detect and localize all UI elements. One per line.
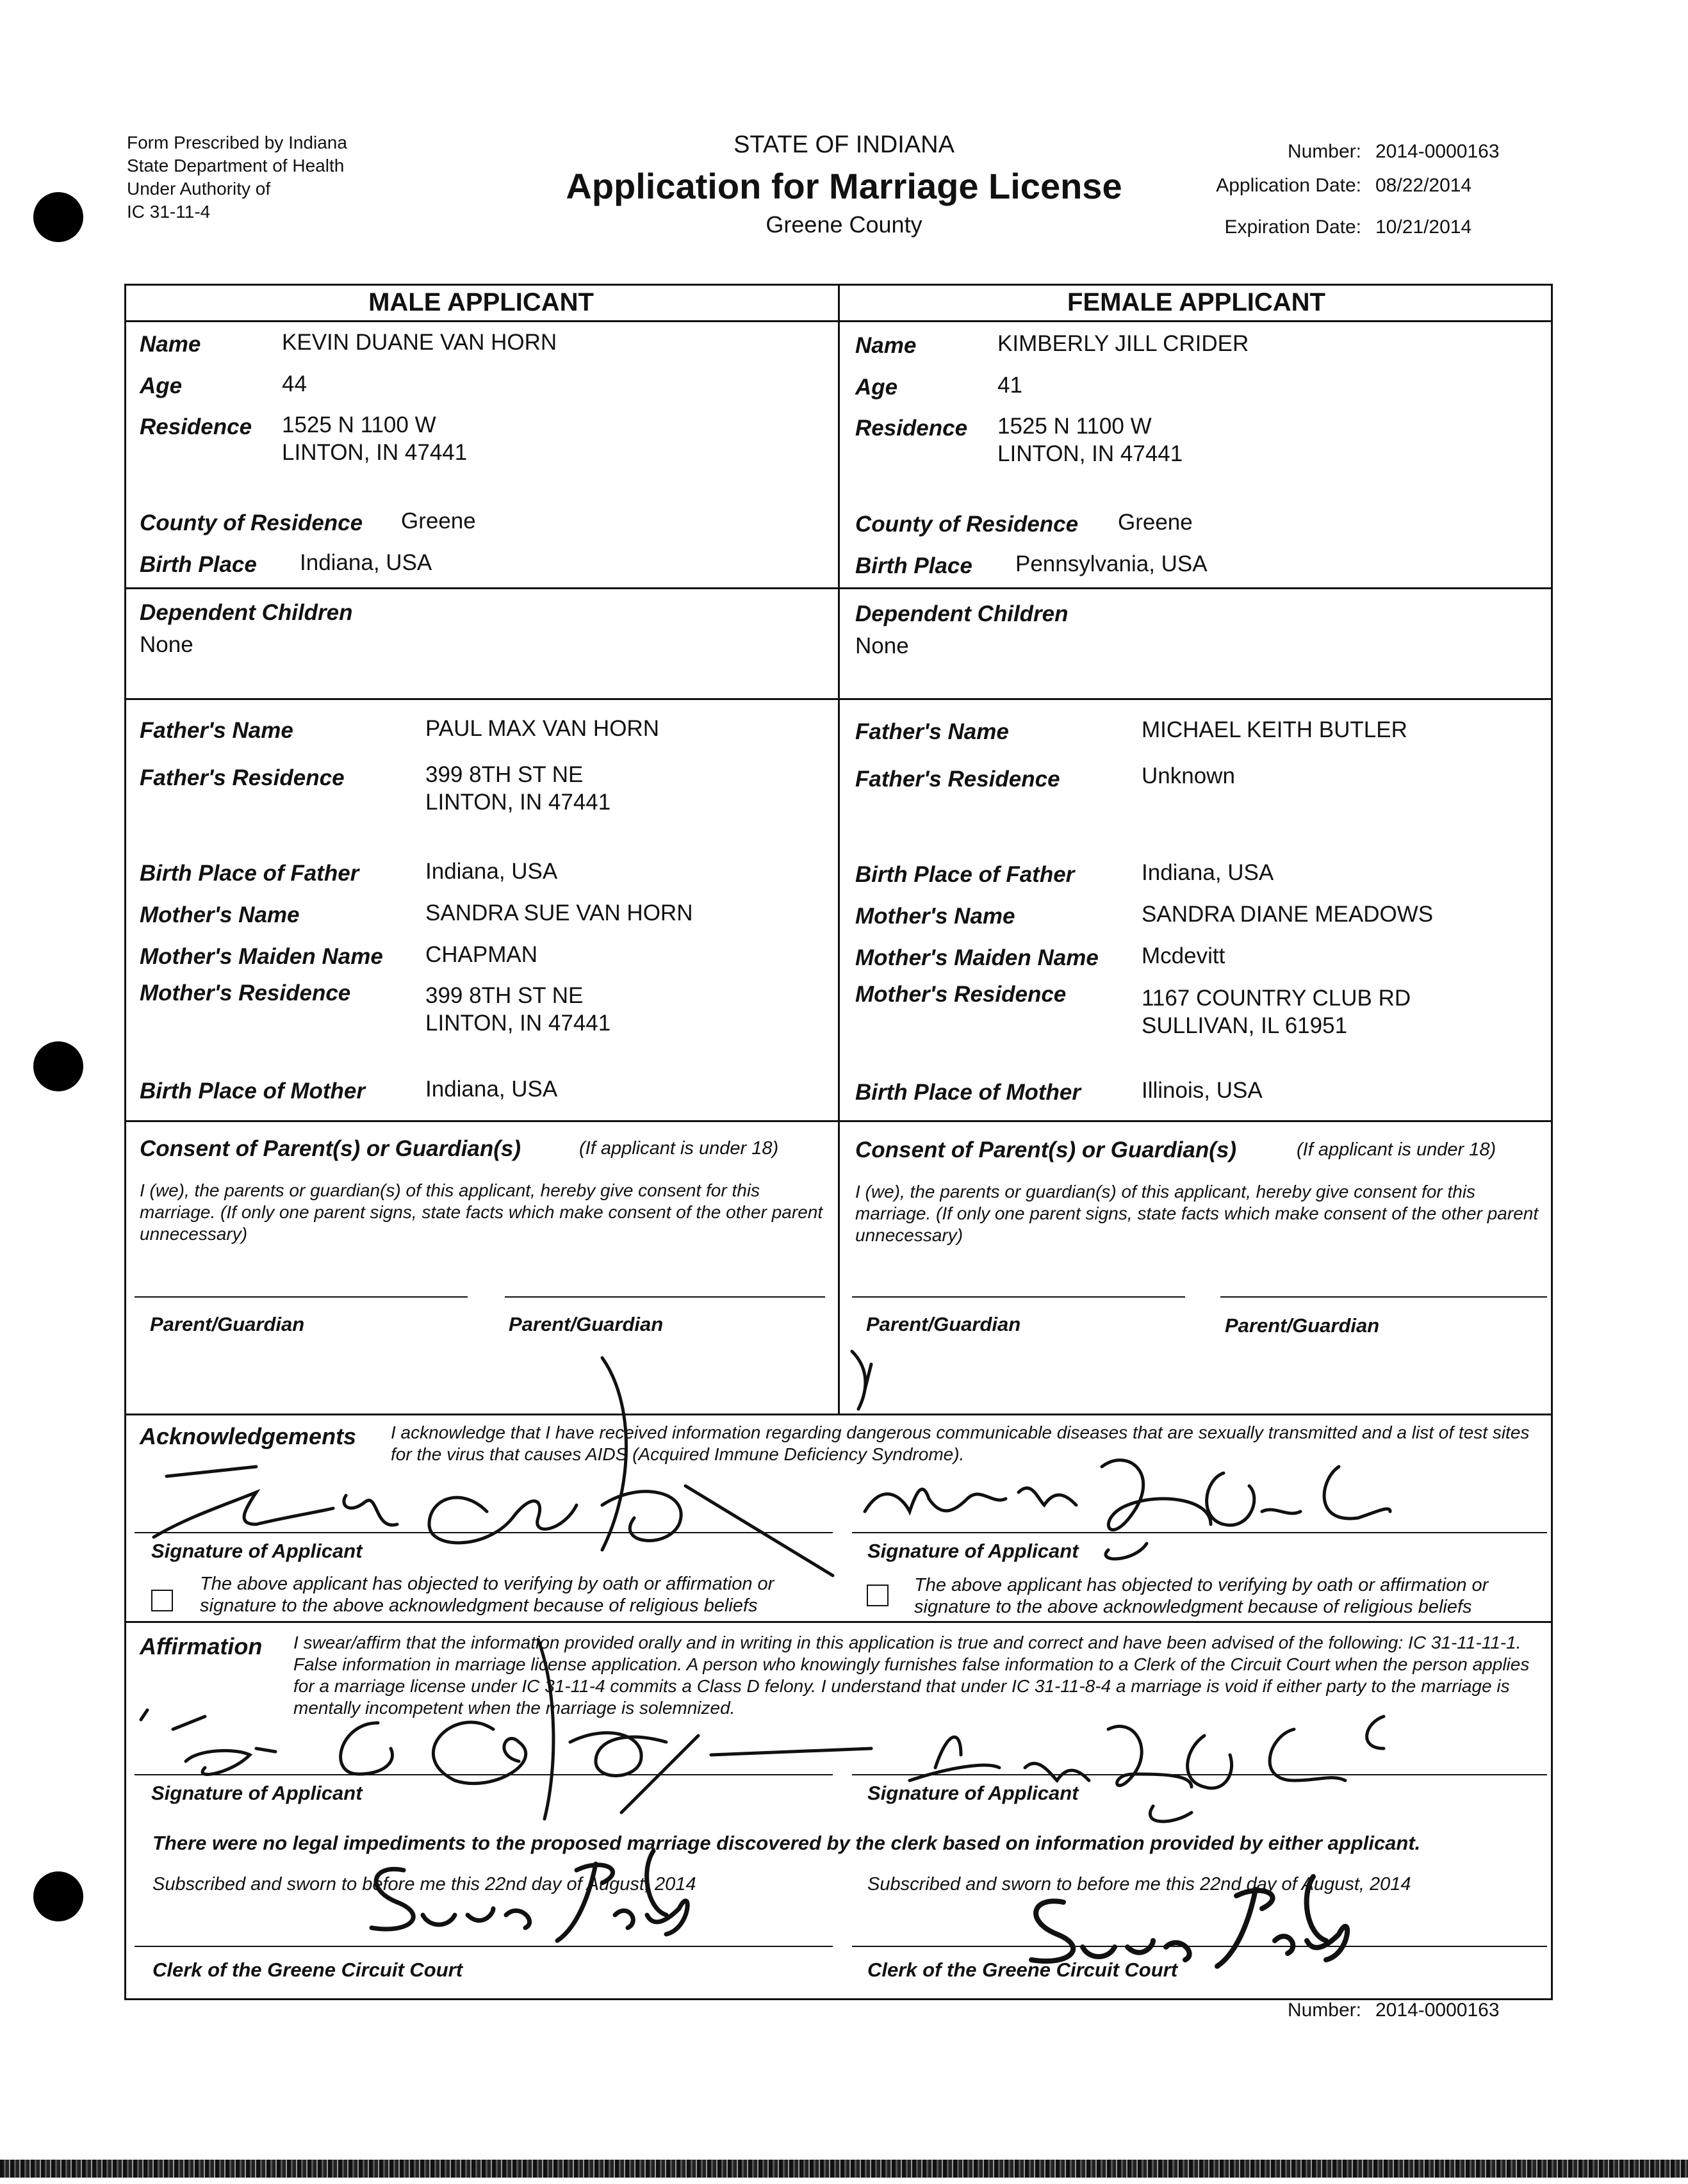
guardian-signature-line[interactable]: [505, 1296, 825, 1298]
female-father-birthplace-value: Indiana, USA: [1142, 860, 1274, 885]
male-clerk-label: Clerk of the Greene Circuit Court: [152, 1959, 463, 1981]
number-label: Number:: [1287, 141, 1361, 162]
male-age-label: Age: [140, 373, 183, 398]
guardian-signature-line[interactable]: [135, 1296, 468, 1298]
female-residence-label: Residence: [855, 416, 968, 441]
divider: [124, 587, 1553, 589]
female-birthplace-label: Birth Place: [855, 553, 972, 578]
expiration-date-value: 10/21/2014: [1375, 216, 1472, 238]
male-residence-line2: LINTON, IN 47441: [282, 440, 468, 465]
male-father-birthplace-value: Indiana, USA: [425, 859, 558, 884]
female-affirm-signature: [833, 1665, 1448, 1832]
center-divider: [838, 284, 840, 1414]
female-ack-signature-label: Signature of Applicant: [867, 1540, 1079, 1562]
male-objection-checkbox[interactable]: [151, 1590, 173, 1611]
male-father-name-label: Father's Name: [140, 718, 293, 743]
female-mother-residence-line1: 1167 COUNTRY CLUB RD: [1142, 986, 1411, 1011]
male-birthplace-label: Birth Place: [140, 552, 257, 577]
male-mother-maiden-value: CHAPMAN: [425, 942, 538, 967]
female-objection-checkbox[interactable]: [867, 1585, 889, 1606]
number-value: 2014-0000163: [1375, 141, 1500, 162]
prescribed-line: Form Prescribed by Indiana: [127, 133, 347, 152]
male-residence-label: Residence: [140, 414, 252, 439]
female-birthplace-value: Pennsylvania, USA: [1015, 551, 1208, 576]
female-mother-birthplace-label: Birth Place of Mother: [855, 1080, 1081, 1105]
female-residence-line2: LINTON, IN 47441: [997, 441, 1183, 466]
female-dependents-value: None: [855, 633, 909, 658]
guardian-signature-line[interactable]: [852, 1296, 1185, 1298]
male-sworn-text: Subscribed and sworn to before me this 22nd day of August, 2014: [152, 1874, 696, 1895]
male-applicant-heading: MALE APPLICANT: [368, 288, 594, 316]
female-consent-note: (If applicant is under 18): [1297, 1139, 1496, 1160]
divider: [124, 1120, 1553, 1122]
female-name-label: Name: [855, 333, 917, 358]
scan-edge-artifact: [0, 2160, 1688, 2178]
female-clerk-label: Clerk of the Greene Circuit Court: [867, 1959, 1178, 1981]
female-mother-name-value: SANDRA DIANE MEADOWS: [1142, 902, 1434, 927]
affirmation-text: I swear/affirm that the information provided orally and in writing in this application is true and correct and have been advised of the following: IC 31-11-11-1. False information in marriage license application. A person who knowingly furnishes false information to a Clerk of the Circuit Court when the person applies for a marriage license under IC 31-11-4 commits a Class D felony. I understand that under IC 31-11-8-4 a marriage is void if either party to the marriage is mentally incompetent when the marriage is solemnized.: [293, 1633, 1530, 1718]
male-county-value: Greene: [401, 509, 476, 534]
female-county-label: County of Residence: [855, 512, 1079, 537]
male-residence-line1: 1525 N 1100 W: [282, 412, 436, 437]
female-county-value: Greene: [1118, 510, 1193, 535]
male-father-residence-line2: LINTON, IN 47441: [425, 790, 611, 815]
male-dependents-label: Dependent Children: [140, 600, 353, 625]
male-county-label: County of Residence: [140, 510, 363, 535]
female-mother-maiden-label: Mother's Maiden Name: [855, 945, 1099, 970]
male-mother-name-value: SANDRA SUE VAN HORN: [425, 900, 693, 925]
female-residence-line1: 1525 N 1100 W: [997, 414, 1152, 439]
prescribed-line: State Department of Health: [127, 156, 345, 175]
county-heading: Greene County: [766, 211, 922, 238]
male-father-residence-line1: 399 8TH ST NE: [425, 762, 584, 787]
male-dependents-value: None: [140, 632, 193, 657]
male-age-value: 44: [282, 371, 307, 396]
guardian-signature-line[interactable]: [1220, 1296, 1547, 1298]
male-father-residence-label: Father's Residence: [140, 765, 345, 790]
male-guardian-label: Parent/Guardian: [509, 1313, 664, 1335]
male-mother-residence-line2: LINTON, IN 47441: [425, 1011, 611, 1036]
male-name-value: KEVIN DUANE VAN HORN: [282, 330, 557, 355]
female-father-birthplace-label: Birth Place of Father: [855, 862, 1075, 887]
form-title: Application for Marriage License: [566, 166, 1122, 206]
acknowledgements-title: Acknowledgements: [140, 1423, 357, 1449]
divider: [124, 698, 1553, 700]
male-objection-text: The above applicant has objected to verifying by oath or affirmation or signature to the above acknowledgment because of religious beliefs: [200, 1574, 774, 1616]
female-guardian-label: Parent/Guardian: [866, 1313, 1021, 1335]
punch-hole-middle: [33, 1041, 83, 1091]
footer-number-label: Number:: [1287, 2000, 1361, 2021]
male-affirm-signature: [135, 1652, 890, 1819]
male-name-label: Name: [140, 332, 201, 357]
male-mother-birthplace-value: Indiana, USA: [425, 1077, 558, 1102]
female-age-label: Age: [855, 375, 898, 400]
female-father-residence-value: Unknown: [1142, 763, 1235, 788]
male-mother-maiden-label: Mother's Maiden Name: [140, 944, 383, 969]
female-name-value: KIMBERLY JILL CRIDER: [997, 331, 1249, 356]
male-ack-signature: [128, 1358, 897, 1569]
prescribed-line: Under Authority of: [127, 179, 271, 199]
female-consent-title: Consent of Parent(s) or Guardian(s): [855, 1137, 1237, 1162]
prescribed-line: IC 31-11-4: [127, 202, 211, 222]
male-mother-residence-line1: 399 8TH ST NE: [425, 983, 584, 1008]
female-father-residence-label: Father's Residence: [855, 767, 1060, 792]
female-guardian-label: Parent/Guardian: [1225, 1314, 1380, 1337]
female-sworn-text: Subscribed and sworn to before me this 22nd day of August, 2014: [867, 1874, 1411, 1895]
male-guardian-label: Parent/Guardian: [150, 1313, 305, 1335]
female-age-value: 41: [997, 373, 1022, 398]
application-date-label: Application Date:: [1216, 175, 1361, 196]
female-mother-residence-line2: SULLIVAN, IL 61951: [1142, 1013, 1348, 1038]
footer-number-value: 2014-0000163: [1375, 2000, 1500, 2021]
male-mother-name-label: Mother's Name: [140, 902, 300, 927]
punch-hole-bottom: [33, 1871, 83, 1921]
female-ack-signature: [826, 1351, 1441, 1563]
female-affirm-signature-label: Signature of Applicant: [867, 1782, 1079, 1804]
female-mother-residence-label: Mother's Residence: [855, 982, 1067, 1007]
male-consent-note: (If applicant is under 18): [579, 1138, 779, 1159]
male-affirm-signature-label: Signature of Applicant: [151, 1782, 363, 1804]
female-mother-name-label: Mother's Name: [855, 904, 1015, 929]
male-birthplace-value: Indiana, USA: [300, 550, 432, 575]
clerk-signature-left: [346, 1845, 705, 1947]
male-mother-birthplace-label: Birth Place of Mother: [140, 1079, 365, 1104]
female-mother-maiden-value: Mcdevitt: [1142, 943, 1225, 968]
male-consent-text: I (we), the parents or guardian(s) of this applicant, hereby give consent for this marriage. (If only one parent signs, state facts which make consent of the other parent unnecessary): [140, 1180, 823, 1244]
male-father-name-value: PAUL MAX VAN HORN: [425, 716, 659, 741]
divider: [124, 1621, 1553, 1623]
affirmation-title: Affirmation: [140, 1633, 263, 1659]
impediments-statement: There were no legal impediments to the proposed marriage discovered by the clerk based on information provided by either applicant.: [152, 1832, 1421, 1854]
female-mother-birthplace-value: Illinois, USA: [1142, 1078, 1263, 1103]
clerk-signature-right: [1006, 1870, 1364, 1973]
acknowledgements-text: I acknowledge that I have received information regarding dangerous communicable diseases that are sexually transmitted and a list of test sites for the virus that causes AIDS (Acquired Immune Deficiency Syndrome).: [391, 1422, 1530, 1464]
female-objection-text: The above applicant has objected to verifying by oath or affirmation or signature to the above acknowledgment because of religious beliefs: [914, 1575, 1489, 1617]
expiration-date-label: Expiration Date:: [1224, 216, 1361, 238]
application-date-value: 08/22/2014: [1375, 175, 1472, 196]
female-dependents-label: Dependent Children: [855, 601, 1069, 626]
female-consent-text: I (we), the parents or guardian(s) of this applicant, hereby give consent for this marriage. (If only one parent signs, state facts which make consent of the other parent unnecessary): [855, 1182, 1539, 1245]
male-mother-residence-label: Mother's Residence: [140, 981, 351, 1006]
male-father-birthplace-label: Birth Place of Father: [140, 861, 359, 886]
female-father-name-label: Father's Name: [855, 719, 1009, 744]
male-ack-signature-label: Signature of Applicant: [151, 1540, 363, 1562]
male-consent-title: Consent of Parent(s) or Guardian(s): [140, 1136, 521, 1161]
female-father-name-value: MICHAEL KEITH BUTLER: [1142, 717, 1407, 742]
female-applicant-heading: FEMALE APPLICANT: [1067, 288, 1325, 316]
state-heading: STATE OF INDIANA: [733, 131, 955, 158]
